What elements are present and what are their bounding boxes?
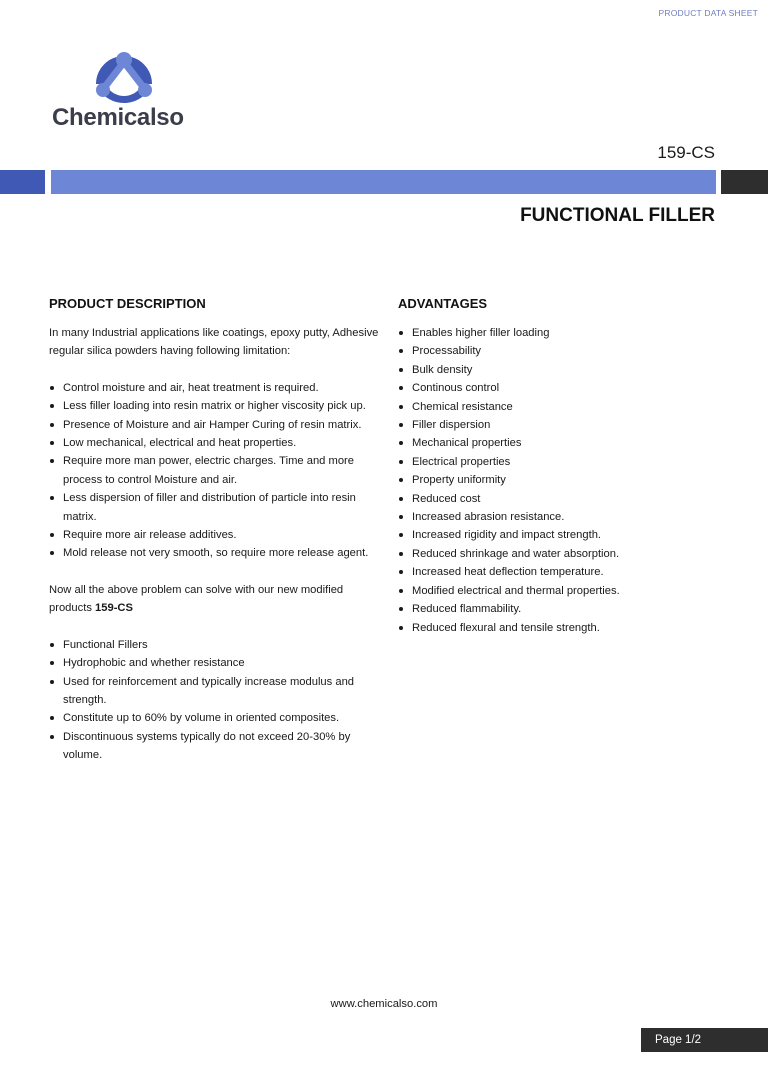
list-item: Require more man power, electric charges. Time and more process to control Moisture and air. — [49, 452, 379, 489]
list-item: Mechanical properties — [398, 434, 718, 452]
product-description-heading: PRODUCT DESCRIPTION — [49, 296, 206, 311]
header-band-right — [721, 170, 768, 194]
list-item: Electrical properties — [398, 453, 718, 471]
limitations-list — [49, 379, 379, 563]
list-item: Functional Fillers — [49, 636, 379, 654]
features-list — [49, 636, 379, 765]
list-item: Less dispersion of filler and distribution of particle into resin matrix. — [49, 489, 379, 526]
list-item: Presence of Moisture and air Hamper Curing of resin matrix. — [49, 416, 379, 434]
document-title: FUNCTIONAL FILLER — [520, 205, 715, 226]
advantages-section — [398, 296, 718, 655]
list-item: Filler dispersion — [398, 416, 718, 434]
product-data-sheet-label: PRODUCT DATA SHEET — [658, 8, 758, 18]
list-item: Constitute up to 60% by volume in oriented composites. — [49, 709, 379, 727]
list-item: Low mechanical, electrical and heat properties. — [49, 434, 379, 452]
list-item: Bulk density — [398, 361, 718, 379]
list-item: Discontinuous systems typically do not exceed 20-30% by volume. — [49, 728, 379, 765]
page-number: Page 1/2 — [641, 1028, 768, 1052]
product-code: 159-CS — [657, 143, 715, 162]
list-item: Modified electrical and thermal properties. — [398, 582, 718, 600]
list-item: Increased rigidity and impact strength. — [398, 526, 718, 544]
list-item: Require more air release additives. — [49, 526, 379, 544]
brand-name: Chemicalso — [52, 104, 184, 131]
list-item: Enables higher filler loading — [398, 324, 718, 342]
solution-paragraph — [49, 581, 379, 618]
solution-product: 159-CS — [95, 602, 133, 615]
list-item: Mold release not very smooth, so require more release agent. — [49, 544, 379, 562]
list-item: Increased heat deflection temperature. — [398, 563, 718, 581]
website-link[interactable]: www.chemicalso.com — [330, 998, 438, 1010]
product-description-section — [49, 296, 379, 783]
header-band-left — [0, 170, 45, 194]
list-item: Reduced flammability. — [398, 600, 718, 618]
description-intro: In many Industrial applications like coatings, epoxy putty, Adhesive regular silica powders having following limitation: — [49, 327, 379, 358]
list-item: Reduced flexural and tensile strength. — [398, 619, 718, 637]
list-item: Reduced cost — [398, 490, 718, 508]
advantages-list — [398, 324, 718, 637]
list-item: Control moisture and air, heat treatment is required. — [49, 379, 379, 397]
advantages-heading: ADVANTAGES — [398, 296, 488, 311]
list-item: Continous control — [398, 379, 718, 397]
list-item: Used for reinforcement and typically increase modulus and strength. — [49, 673, 379, 710]
list-item: Processability — [398, 342, 718, 360]
list-item: Less filler loading into resin matrix or higher viscosity pick up. — [49, 397, 379, 415]
solution-text: Now all the above problem can solve with our new modified products — [49, 583, 344, 615]
list-item: Hydrophobic and whether resistance — [49, 654, 379, 672]
list-item: Reduced shrinkage and water absorption. — [398, 545, 718, 563]
molecule-logo-icon — [90, 38, 158, 106]
list-item: Increased abrasion resistance. — [398, 508, 718, 526]
list-item: Property uniformity — [398, 471, 718, 489]
company-logo — [52, 38, 212, 134]
header-band-middle — [51, 170, 716, 194]
list-item: Chemical resistance — [398, 398, 718, 416]
